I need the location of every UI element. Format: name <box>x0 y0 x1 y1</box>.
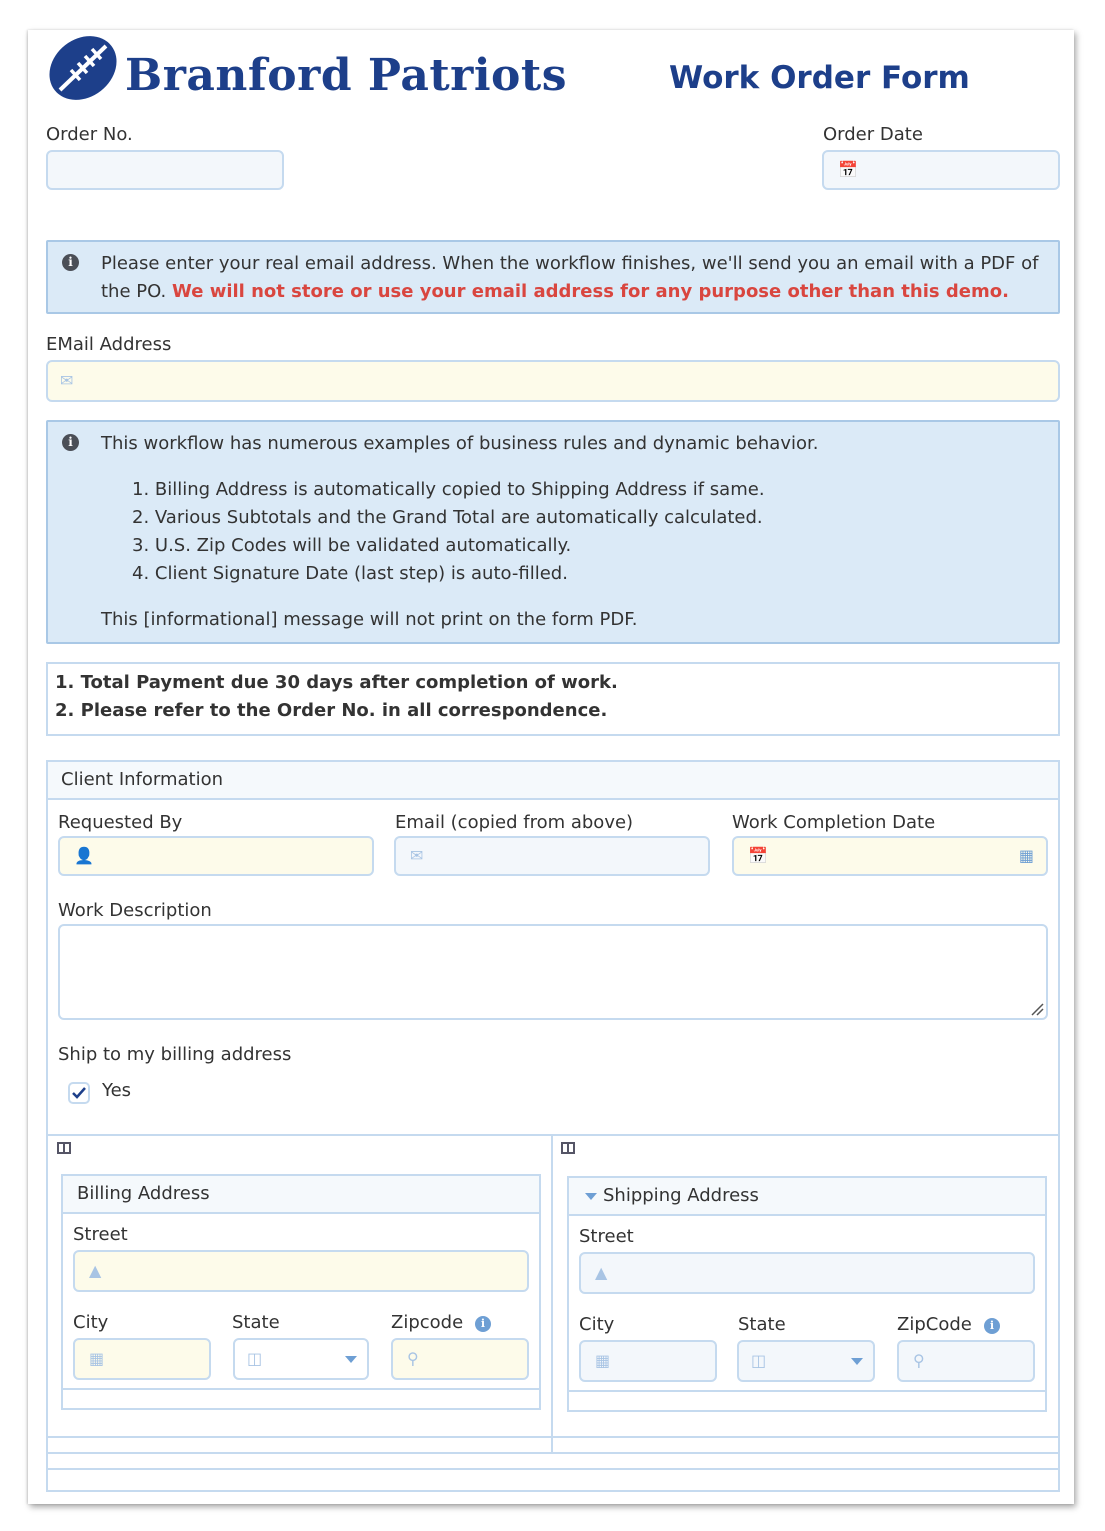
billing-city-input[interactable] <box>73 1338 211 1380</box>
email-input[interactable] <box>46 360 1060 402</box>
shipping-zip-label: ZipCode <box>897 1314 972 1335</box>
football-icon <box>46 32 120 104</box>
shipping-street-input[interactable] <box>579 1252 1035 1294</box>
map-icon: ◫ <box>751 1351 767 1370</box>
building-icon: ▦ <box>89 1349 105 1368</box>
page-title: Work Order Form <box>669 60 970 96</box>
order-date-label: Order Date <box>823 124 923 145</box>
brand-name: Branford Patriots <box>125 50 567 101</box>
work-description-label: Work Description <box>58 900 212 921</box>
client-info-title: Client Information <box>61 769 224 790</box>
calendar-picker-icon[interactable]: ▦ <box>1018 846 1034 865</box>
billing-address-title: Billing Address <box>77 1183 210 1204</box>
requested-by-label: Requested By <box>58 812 183 833</box>
column-toggle-icon[interactable] <box>57 1142 71 1154</box>
billing-address-panel <box>61 1174 541 1410</box>
client-info-header <box>48 762 1058 800</box>
shipping-zip-input[interactable] <box>897 1340 1035 1382</box>
billing-zip-label: Zipcode <box>391 1312 464 1333</box>
terms-box <box>46 662 1060 736</box>
shipping-address-panel <box>567 1176 1047 1412</box>
work-order-form <box>28 30 1074 1504</box>
requested-by-input[interactable] <box>58 836 374 876</box>
info-icon: i <box>62 254 79 271</box>
email-notice <box>46 240 1060 314</box>
billing-city-label: City <box>73 1312 109 1333</box>
workflow-item: 4. Client Signature Date (last step) is auto-filled. <box>132 563 568 584</box>
completion-date-input[interactable] <box>732 836 1048 876</box>
map-marker-icon: ⚲ <box>407 1349 419 1368</box>
workflow-intro: This workflow has numerous examples of business rules and dynamic behavior. <box>101 433 819 454</box>
terms-line: 1. Total Payment due 30 days after completion of work. <box>55 672 618 693</box>
workflow-item: 1. Billing Address is automatically copied to Shipping Address if same. <box>132 479 765 500</box>
info-icon[interactable]: i <box>984 1318 1000 1334</box>
shipping-state-label: State <box>738 1314 786 1335</box>
shipping-address-title[interactable]: Shipping Address <box>603 1185 759 1206</box>
chevron-down-icon <box>851 1358 863 1365</box>
info-icon: i <box>62 434 79 451</box>
terms-line: 2. Please refer to the Order No. in all correspondence. <box>55 700 608 721</box>
email-copied-input[interactable] <box>394 836 710 876</box>
shipping-state-select[interactable] <box>737 1340 875 1382</box>
workflow-footer: This [informational] message will not print on the form PDF. <box>101 609 638 630</box>
shipping-city-input[interactable] <box>579 1340 717 1382</box>
user-icon: 👤 <box>74 846 94 865</box>
billing-street-input[interactable] <box>73 1250 529 1292</box>
email-notice-text: Please enter your real email address. When the workflow finishes, we'll send you an email with a PDF of the PO. <box>101 253 1039 302</box>
column-toggle-icon[interactable] <box>561 1142 575 1154</box>
shipping-city-label: City <box>579 1314 615 1335</box>
map-icon: ◫ <box>247 1349 263 1368</box>
road-icon: ▲ <box>595 1263 608 1282</box>
email-label: EMail Address <box>46 334 172 355</box>
shipping-street-label: Street <box>579 1226 634 1247</box>
chevron-down-icon <box>345 1356 357 1363</box>
envelope-icon: ✉ <box>410 846 424 865</box>
calendar-icon: 📅 <box>748 846 768 865</box>
billing-zip-input[interactable] <box>391 1338 529 1380</box>
order-no-input[interactable] <box>46 150 284 190</box>
billing-state-label: State <box>232 1312 280 1333</box>
ship-to-billing-label: Ship to my billing address <box>58 1044 292 1065</box>
calendar-icon: 📅 <box>838 160 858 179</box>
collapse-caret-icon[interactable] <box>585 1193 597 1200</box>
info-icon[interactable]: i <box>475 1316 491 1332</box>
envelope-icon: ✉ <box>60 371 74 390</box>
workflow-info <box>46 420 1060 644</box>
ship-to-billing-checkbox[interactable] <box>68 1082 90 1104</box>
ship-to-billing-option[interactable]: Yes <box>102 1080 132 1101</box>
resize-handle-icon[interactable] <box>1030 1002 1044 1016</box>
completion-date-label: Work Completion Date <box>732 812 936 833</box>
email-notice-warning: We will not store or use your email address for any purpose other than this demo. <box>172 281 1009 302</box>
order-no-label: Order No. <box>46 124 133 145</box>
order-date-input[interactable] <box>822 150 1060 190</box>
workflow-item: 3. U.S. Zip Codes will be validated automatically. <box>132 535 572 556</box>
road-icon: ▲ <box>89 1261 102 1280</box>
building-icon: ▦ <box>595 1351 611 1370</box>
work-description-textarea[interactable] <box>58 924 1048 1020</box>
checkmark-icon <box>72 1086 86 1100</box>
client-info-panel <box>46 760 1060 1492</box>
workflow-item: 2. Various Subtotals and the Grand Total are automatically calculated. <box>132 507 763 528</box>
billing-street-label: Street <box>73 1224 128 1245</box>
email-copied-label: Email (copied from above) <box>395 812 634 833</box>
map-marker-icon: ⚲ <box>913 1351 925 1370</box>
billing-state-select[interactable] <box>233 1338 369 1380</box>
